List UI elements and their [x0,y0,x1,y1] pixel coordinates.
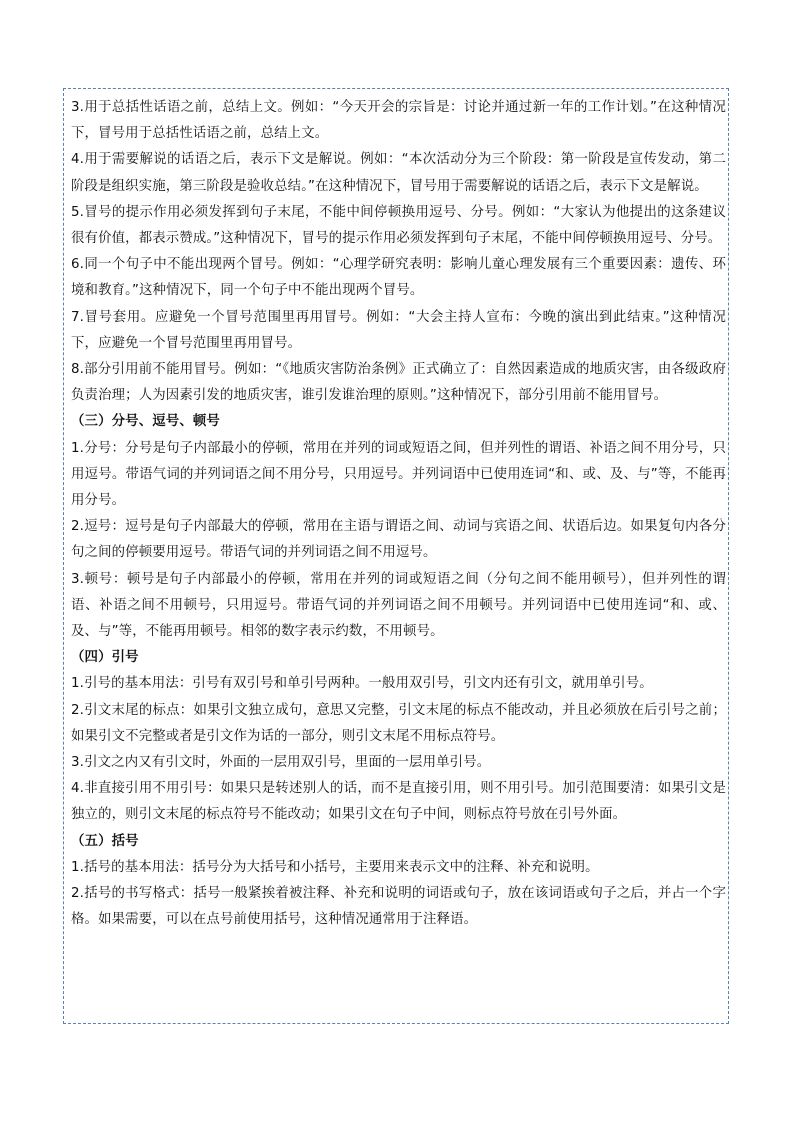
paragraph-quote-rule-2: 2.引文末尾的标点：如果引文独立成句，意思又完整，引文末尾的标点不能改动，并且必须放在后引号之前；如果引文不完整或者是引文作为话的一部分，则引文末尾不用标点符号。 [71,702,726,744]
paragraph-bracket-rule-2: 2.括号的书写格式：括号一般紧挨着被注释、补充和说明的词语或句子，放在该词语或句子之后，并占一个字格。如果需要，可以在点号前使用括号，这种情况通常用于注释语。 [71,886,726,928]
paragraph-comma: 2.逗号：逗号是句子内部最大的停顿，常用在主语与谓语之间、动词与宾语之间、状语后边。如果复句内各分句之间的停顿要用逗号。带语气词的并列词语之间不用逗号。 [71,519,726,561]
section-heading-quotation-marks: （四）引号 [71,650,139,666]
paragraph-bracket-rule-1: 1.括号的基本用法：括号分为大括号和小括号，主要用来表示文中的注释、补充和说明。 [71,859,599,875]
section-heading-brackets: （五）括号 [71,833,139,849]
paragraph-colon-rule-8: 8.部分引用前不能用冒号。例如：“《地质灾害防治条例》正式确立了：自然因素造成的地质灾害，由各级政府负责治理；人为因素引发的地质灾害，谁引发谁治理的原则。”这种情况下，部分引用前不能用冒号。 [71,362,726,404]
document-body [71,95,726,934]
paragraph-semicolon: 1.分号：分号是句子内部最小的停顿，常用在并列的词或短语之间，但并列性的谓语、补语之间不用分号，只用逗号。带语气词的并列词语之间不用分号，只用逗号。并列词语中已使用连词“和、或、及、与”等，不能再用分号。 [71,440,726,509]
paragraph-colon-rule-5: 5.冒号的提示作用必须发挥到句子末尾，不能中间停顿换用逗号、分号。例如：“大家认为他提出的这条建议很有价值，都表示赞成。”这种情况下，冒号的提示作用必须发挥到句子末尾，不能中间停顿换用逗号、分号。 [71,204,726,247]
paragraph-quote-rule-3: 3.引文之内又有引文时，外面的一层用双引号，里面的一层用单引号。 [71,755,491,771]
paragraph-colon-rule-4: 4.用于需要解说的话语之后，表示下文是解说。例如：“本次活动分为三个阶段：第一阶段是宣传发动，第二阶段是组织实施，第三阶段是验收总结。”在这种情况下，冒号用于需要解说的话语之后，表示下文是解说。 [71,152,726,194]
paragraph-quote-rule-1: 1.引号的基本用法：引号有双引号和单引号两种。一般用双引号，引文内还有引文，就用单引号。 [71,676,653,692]
paragraph-colon-rule-6: 6.同一个句子中不能出现两个冒号。例如：“心理学研究表明：影响儿童心理发展有三个重要因素：遗传、环境和教育。”这种情况下，同一个句子中不能出现两个冒号。 [71,257,726,299]
paragraph-colon-rule-7: 7.冒号套用。应避免一个冒号范围里再用冒号。例如：“大会主持人宣布：今晚的演出到此结束。”这种情况下，应避免一个冒号范围里再用冒号。 [71,309,726,351]
paragraph-colon-rule-3: 3.用于总括性话语之前，总结上文。例如：“今天开会的宗旨是：讨论并通过新一年的工作计划。”在这种情况下，冒号用于总括性话语之前，总结上文。 [71,100,726,142]
paragraph-enumeration-comma: 3.顿号：顿号是句子内部最小的停顿，常用在并列的词或短语之间（分句之间不能用顿号），但并列性的谓语、补语之间不用顿号，只用逗号。带语气词的并列词语之间不用顿号。并列词语中已使用连词“和、或、及、与”等，不能再用顿号。相邻的数字表示约数，不用顿号。 [71,571,726,640]
section-heading-semicolon-comma: （三）分号、逗号、顿号 [71,414,220,430]
paragraph-quote-rule-4: 4.非直接引用不用引号：如果只是转述别人的话，而不是直接引用，则不用引号。加引范围要清：如果引文是独立的，则引文末尾的标点符号不能改动；如果引文在句子中间，则标点符号放在引号外面。 [71,781,726,823]
